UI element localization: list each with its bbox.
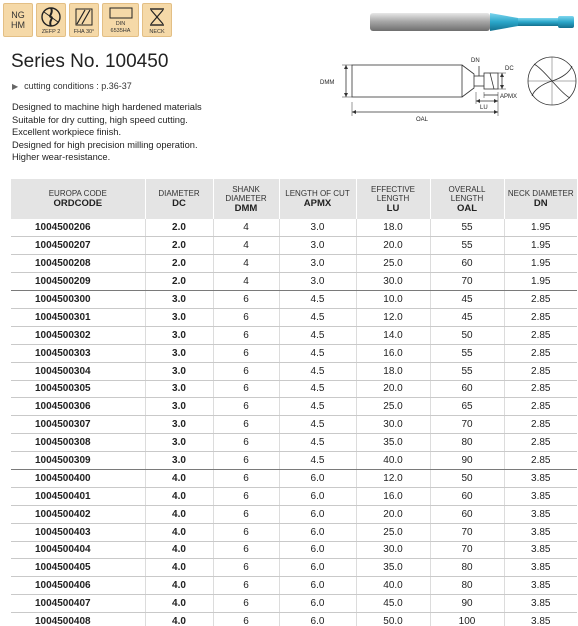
cell-lu: 35.0 (356, 434, 430, 452)
description-line: Higher wear-resistance. (12, 152, 111, 162)
cell-apmx: 4.5 (279, 380, 356, 398)
table-row (11, 380, 577, 398)
cell-dmm: 6 (213, 523, 279, 541)
cell-oal: 70 (430, 273, 504, 291)
cell-oal: 60 (430, 505, 504, 523)
cell-lu: 12.0 (356, 469, 430, 487)
cell-lu: 45.0 (356, 595, 430, 613)
cell-ordcode[interactable]: 1004500401 (11, 487, 145, 505)
table-row (11, 434, 577, 452)
cell-lu: 30.0 (356, 541, 430, 559)
cell-oal: 80 (430, 559, 504, 577)
cell-dmm: 6 (213, 344, 279, 362)
cell-dc: 2.0 (145, 255, 213, 273)
cell-dn: 3.85 (504, 613, 577, 626)
cell-lu: 20.0 (356, 505, 430, 523)
cell-dn: 2.85 (504, 398, 577, 416)
cell-dmm: 6 (213, 434, 279, 452)
cell-dc: 4.0 (145, 595, 213, 613)
cell-oal: 80 (430, 577, 504, 595)
table-row (11, 559, 577, 577)
cell-oal: 60 (430, 487, 504, 505)
cell-dc: 4.0 (145, 487, 213, 505)
cell-ordcode[interactable]: 1004500206 (11, 219, 145, 237)
cell-ordcode[interactable]: 1004500402 (11, 505, 145, 523)
cell-apmx: 6.0 (279, 505, 356, 523)
din-shank-icon (108, 6, 134, 20)
cell-dmm: 6 (213, 505, 279, 523)
cell-lu: 10.0 (356, 291, 430, 309)
cell-dmm: 6 (213, 398, 279, 416)
cell-ordcode[interactable]: 1004500209 (11, 273, 145, 291)
cell-dmm: 6 (213, 452, 279, 470)
cell-oal: 60 (430, 255, 504, 273)
cell-dn: 3.85 (504, 577, 577, 595)
cell-oal: 60 (430, 380, 504, 398)
helix-badge (69, 3, 99, 37)
cell-apmx: 4.5 (279, 308, 356, 326)
cell-apmx: 6.0 (279, 613, 356, 626)
description-line: Designed to machine high hardened materials (12, 102, 202, 112)
cell-dmm: 6 (213, 487, 279, 505)
cell-ordcode[interactable]: 1004500404 (11, 541, 145, 559)
table-row (11, 237, 577, 255)
cell-apmx: 4.5 (279, 362, 356, 380)
cell-ordcode[interactable]: 1004500303 (11, 344, 145, 362)
cell-dn: 1.95 (504, 273, 577, 291)
page-title: Series No. 100450 (11, 51, 169, 72)
cell-apmx: 6.0 (279, 595, 356, 613)
cell-dc: 3.0 (145, 344, 213, 362)
cell-apmx: 6.0 (279, 523, 356, 541)
cell-dmm: 4 (213, 273, 279, 291)
table-row (11, 416, 577, 434)
cell-dn: 3.85 (504, 541, 577, 559)
cell-dn: 1.95 (504, 255, 577, 273)
cell-dmm: 6 (213, 362, 279, 380)
helix-caption: FHA 30° (73, 28, 95, 35)
cell-dc: 3.0 (145, 291, 213, 309)
cell-oal: 50 (430, 326, 504, 344)
table-row (11, 577, 577, 595)
badge-strip (3, 3, 172, 37)
table-row (11, 595, 577, 613)
din-label: DIN (115, 21, 126, 27)
cell-ordcode[interactable]: 1004500207 (11, 237, 145, 255)
tool-dimension-drawing (312, 52, 578, 124)
cell-lu: 14.0 (356, 326, 430, 344)
cutting-conditions-link[interactable]: cutting conditions : p.36-37 (24, 81, 132, 91)
cell-ordcode[interactable]: 1004500306 (11, 398, 145, 416)
helix-angle-icon (73, 6, 95, 28)
cell-apmx: 4.5 (279, 434, 356, 452)
oal-label: OAL (416, 117, 429, 123)
triangle-right-icon: ▶ (12, 81, 19, 91)
table-row (11, 452, 577, 470)
end-mill-photo (368, 10, 578, 34)
cell-dmm: 6 (213, 559, 279, 577)
cell-apmx: 4.5 (279, 416, 356, 434)
header-dmm: SHANK DIAMETER DMM (213, 179, 279, 219)
neck-badge (142, 3, 172, 37)
cell-dmm: 4 (213, 237, 279, 255)
description-line: Designed for high precision milling operation. (12, 139, 198, 150)
flutes-caption: ZEFP 2 (41, 28, 61, 35)
cell-dc: 2.0 (145, 237, 213, 255)
cell-ordcode[interactable]: 1004500408 (11, 613, 145, 626)
table-header-row (11, 179, 577, 219)
description-line: Suitable for dry cutting, high speed cutting. (12, 114, 188, 125)
cell-ordcode[interactable]: 1004500400 (11, 469, 145, 487)
cell-dc: 2.0 (145, 219, 213, 237)
cell-lu: 20.0 (356, 380, 430, 398)
cell-ordcode[interactable]: 1004500309 (11, 452, 145, 470)
cell-apmx: 6.0 (279, 487, 356, 505)
table-row (11, 308, 577, 326)
material-line-1: NG (11, 10, 25, 20)
cell-dc: 3.0 (145, 434, 213, 452)
cell-dmm: 6 (213, 613, 279, 626)
header-dc: DIAMETER DC (145, 179, 213, 219)
table-row (11, 219, 577, 237)
cell-dmm: 4 (213, 255, 279, 273)
cell-lu: 40.0 (356, 452, 430, 470)
dn-label: DN (471, 58, 480, 64)
table-row (11, 541, 577, 559)
cell-dc: 4.0 (145, 613, 213, 626)
cell-oal: 90 (430, 595, 504, 613)
cell-dn: 2.85 (504, 308, 577, 326)
cell-oal: 65 (430, 398, 504, 416)
cell-oal: 55 (430, 219, 504, 237)
neck-icon (146, 6, 168, 28)
cell-dmm: 6 (213, 416, 279, 434)
cell-dc: 3.0 (145, 362, 213, 380)
header-dn: NECK DIAMETER DN (504, 179, 577, 219)
cell-dc: 3.0 (145, 308, 213, 326)
cell-dc: 2.0 (145, 273, 213, 291)
cell-lu: 12.0 (356, 308, 430, 326)
cell-lu: 25.0 (356, 523, 430, 541)
cell-apmx: 3.0 (279, 237, 356, 255)
dmm-label: DMM (320, 80, 335, 86)
table-row (11, 487, 577, 505)
cell-dmm: 6 (213, 326, 279, 344)
cell-lu: 18.0 (356, 362, 430, 380)
cell-dc: 3.0 (145, 326, 213, 344)
cell-lu: 20.0 (356, 237, 430, 255)
cell-dn: 1.95 (504, 219, 577, 237)
table-body (11, 219, 577, 626)
cell-dn: 3.85 (504, 523, 577, 541)
cell-dc: 3.0 (145, 452, 213, 470)
flutes-badge (36, 3, 66, 37)
cell-ordcode[interactable]: 1004500305 (11, 380, 145, 398)
cell-dc: 4.0 (145, 523, 213, 541)
apmx-label: APMX (500, 94, 518, 100)
cell-ordcode[interactable]: 1004500301 (11, 308, 145, 326)
header-apmx: LENGTH OF CUT APMX (279, 179, 356, 219)
two-flute-icon (40, 6, 62, 28)
cell-apmx: 3.0 (279, 219, 356, 237)
material-line-2: HM (11, 20, 25, 30)
cell-apmx: 6.0 (279, 577, 356, 595)
cell-dmm: 6 (213, 291, 279, 309)
cell-dn: 2.85 (504, 416, 577, 434)
cell-apmx: 4.5 (279, 326, 356, 344)
neck-caption: NECK (149, 28, 165, 35)
cell-dn: 2.85 (504, 380, 577, 398)
cell-apmx: 4.5 (279, 344, 356, 362)
cell-dc: 4.0 (145, 541, 213, 559)
cell-lu: 30.0 (356, 416, 430, 434)
cell-ordcode[interactable]: 1004500405 (11, 559, 145, 577)
cell-apmx: 6.0 (279, 559, 356, 577)
cell-lu: 16.0 (356, 487, 430, 505)
table-row (11, 291, 577, 309)
cell-lu: 18.0 (356, 219, 430, 237)
cell-ordcode[interactable]: 1004500208 (11, 255, 145, 273)
cell-lu: 50.0 (356, 613, 430, 626)
cell-dn: 2.85 (504, 326, 577, 344)
cell-dn: 1.95 (504, 237, 577, 255)
cell-dn: 3.85 (504, 559, 577, 577)
table-row (11, 469, 577, 487)
cell-dc: 4.0 (145, 559, 213, 577)
table-row (11, 613, 577, 626)
cell-apmx: 6.0 (279, 541, 356, 559)
cell-oal: 55 (430, 362, 504, 380)
cell-oal: 55 (430, 344, 504, 362)
cell-ordcode[interactable]: 1004500403 (11, 523, 145, 541)
cell-dn: 3.85 (504, 595, 577, 613)
table-row (11, 523, 577, 541)
lu-label: LU (480, 105, 488, 111)
cell-dmm: 4 (213, 219, 279, 237)
description (12, 101, 202, 164)
cell-oal: 90 (430, 452, 504, 470)
cutting-conditions[interactable] (12, 81, 132, 91)
cell-dc: 3.0 (145, 398, 213, 416)
cell-dn: 2.85 (504, 344, 577, 362)
cell-lu: 16.0 (356, 344, 430, 362)
cell-ordcode[interactable]: 1004500308 (11, 434, 145, 452)
cell-ordcode[interactable]: 1004500406 (11, 577, 145, 595)
header-ordcode: EUROPA CODE ORDCODE (11, 179, 145, 219)
cell-dn: 3.85 (504, 487, 577, 505)
cell-dc: 4.0 (145, 469, 213, 487)
cell-lu: 30.0 (356, 273, 430, 291)
cell-lu: 25.0 (356, 255, 430, 273)
table-row (11, 273, 577, 291)
table-row (11, 505, 577, 523)
cell-lu: 40.0 (356, 577, 430, 595)
table-row (11, 344, 577, 362)
din-badge (102, 3, 139, 37)
cell-dc: 4.0 (145, 577, 213, 595)
cell-ordcode[interactable]: 1004500407 (11, 595, 145, 613)
cell-dn: 3.85 (504, 505, 577, 523)
cell-oal: 55 (430, 237, 504, 255)
cell-oal: 50 (430, 469, 504, 487)
din-caption: 6535HA (110, 28, 131, 34)
header-lu: EFFECTIVE LENGTH LU (356, 179, 430, 219)
cell-dn: 3.85 (504, 469, 577, 487)
cell-apmx: 4.5 (279, 291, 356, 309)
material-badge (3, 3, 33, 37)
cell-dn: 2.85 (504, 291, 577, 309)
cell-oal: 100 (430, 613, 504, 626)
cell-oal: 45 (430, 308, 504, 326)
description-line: Excellent workpiece finish. (12, 127, 122, 137)
cell-ordcode[interactable]: 1004500300 (11, 291, 145, 309)
cell-oal: 70 (430, 416, 504, 434)
table-row (11, 398, 577, 416)
cell-ordcode[interactable]: 1004500304 (11, 362, 145, 380)
cell-apmx: 3.0 (279, 273, 356, 291)
cell-lu: 35.0 (356, 559, 430, 577)
cell-oal: 70 (430, 541, 504, 559)
cell-apmx: 6.0 (279, 469, 356, 487)
cell-dmm: 6 (213, 380, 279, 398)
cell-apmx: 4.5 (279, 452, 356, 470)
cell-ordcode[interactable]: 1004500307 (11, 416, 145, 434)
cell-dc: 3.0 (145, 416, 213, 434)
table-row (11, 326, 577, 344)
cell-lu: 25.0 (356, 398, 430, 416)
cell-dmm: 6 (213, 577, 279, 595)
table-row (11, 362, 577, 380)
cell-dc: 4.0 (145, 505, 213, 523)
cell-dc: 3.0 (145, 380, 213, 398)
cell-oal: 80 (430, 434, 504, 452)
cell-apmx: 4.5 (279, 398, 356, 416)
cell-dmm: 6 (213, 308, 279, 326)
cell-dn: 2.85 (504, 434, 577, 452)
specification-table (11, 179, 577, 626)
cell-dmm: 6 (213, 595, 279, 613)
cell-ordcode[interactable]: 1004500302 (11, 326, 145, 344)
cell-dn: 2.85 (504, 452, 577, 470)
cell-dmm: 6 (213, 469, 279, 487)
table-row (11, 255, 577, 273)
cell-dmm: 6 (213, 541, 279, 559)
dc-label: DC (505, 66, 514, 72)
header-oal: OVERALL LENGTH OAL (430, 179, 504, 219)
cell-apmx: 3.0 (279, 255, 356, 273)
cell-oal: 45 (430, 291, 504, 309)
cell-dn: 2.85 (504, 362, 577, 380)
cell-oal: 70 (430, 523, 504, 541)
